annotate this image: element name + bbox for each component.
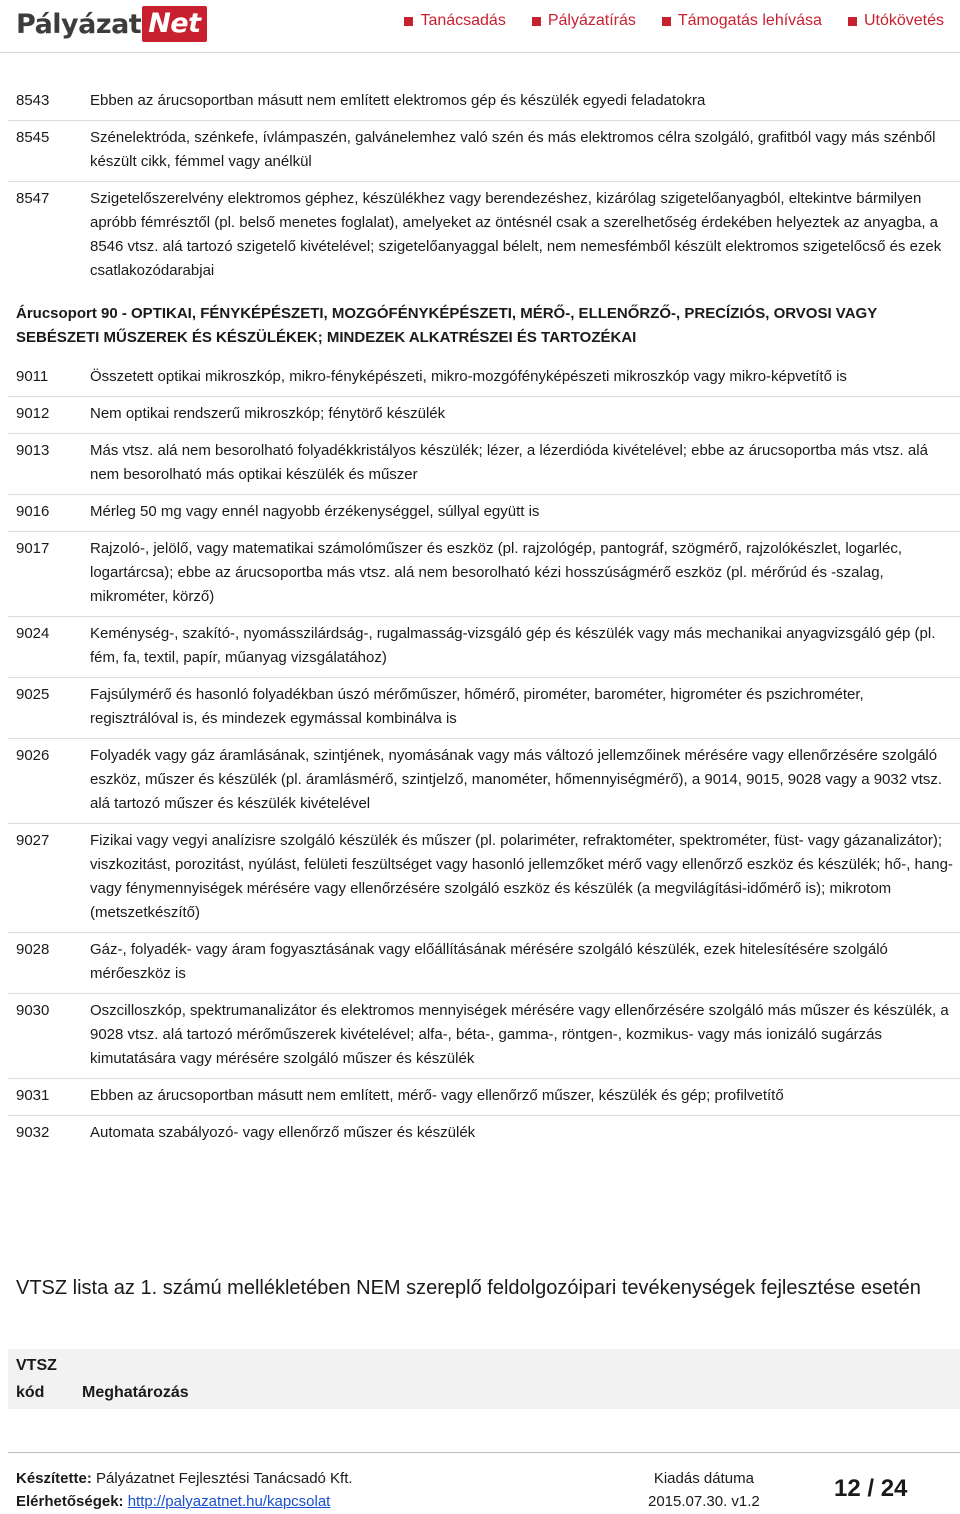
nav-item-utokovetes[interactable] <box>848 12 944 30</box>
vtsz-code: 9032 <box>16 1124 50 1141</box>
footer-contact <box>16 1490 353 1513</box>
contact-link[interactable]: http://palyazatnet.hu/kapcsolat <box>127 1493 331 1510</box>
table-row <box>8 824 960 933</box>
vtsz-list-heading: VTSZ lista az 1. számú mellékletében NEM szereplő feldolgozóipari tevékenységek fejlesztése esetén <box>16 1277 921 1299</box>
table-row <box>8 1079 960 1116</box>
vtsz-code: 9013 <box>16 442 50 459</box>
vtsz-description: Oszcilloszkóp, spektrumanalizátor és elektromos mennyiségek mérésére vagy ellenőrzésére szolgáló más műszer és készülék, a 9028 vtsz. alá tartozó mérőműszerek kivételével; alfa-, béta-, gamma-, röntgen-, kozmikus- vagy más ionizáló sugárzás kimutatására vagy mérésére szolgáló műszer és készülék <box>90 1002 949 1067</box>
vtsz-description: Keménység-, szakító-, nyomásszilárdság-, rugalmasság-vizsgáló gép és készülék vagy más mechanikai anyagvizsgáló gép (pl. fém, fa, textil, papír, műanyag vizsgálatához) <box>90 625 936 666</box>
footer-credits <box>16 1467 353 1513</box>
issue-value: 2015.07.30. v1.2 <box>648 1493 760 1510</box>
vtsz-description: Gáz-, folyadék- vagy áram fogyasztásának vagy előállításának mérésére szolgáló készülék, ezek hitelesítésére szolgáló mérőeszköz is <box>90 941 888 982</box>
vtsz-description: Összetett optikai mikroszkóp, mikro-fényképészeti, mikro-mozgófényképészeti mikroszkóp vagy mikro-képvetítő is <box>90 368 847 385</box>
vtsz-description: Ebben az árucsoportban másutt nem említett, mérő- vagy ellenőrző műszer, készülék és gép; profilvetítő <box>90 1087 784 1104</box>
vtsz-description: Szénelektróda, szénkefe, ívlámpaszén, galvánelemhez való szén és más elektromos célra szolgáló, grafitból vagy más szénből készült cikk, fémmel vagy anélkül <box>90 129 936 170</box>
vtsz-description: Nem optikai rendszerű mikroszkóp; fénytörő készülék <box>90 405 446 422</box>
table-row <box>8 495 960 532</box>
vtsz-description: Ebben az árucsoportban másutt nem említett elektromos gép és készülék egyedi feladatokra <box>90 92 706 109</box>
nav-item-tamogatas-lehivasa[interactable] <box>662 12 822 30</box>
bullet-square-icon <box>662 17 671 26</box>
table-row <box>8 739 960 824</box>
table-row <box>8 121 960 182</box>
table-row <box>8 532 960 617</box>
table-row <box>8 1116 960 1152</box>
made-by-value: Pályázatnet Fejlesztési Tanácsadó Kft. <box>91 1470 353 1487</box>
vtsz-description: Rajzoló-, jelölő, vagy matematikai számolóműszer és eszköz (pl. rajzológép, pantográf, szögmérő, rajzolókészlet, logarléc, logartárcsa); ebbe az árucsoportba más vtsz. alá nem besorolható kézi hosszúságmérő eszköz (pl. mérőrúd és -szalag, mikrométer, körző) <box>90 540 903 605</box>
table-row <box>8 994 960 1079</box>
contact-colon: : <box>118 1493 128 1510</box>
logo-text: Pályázat <box>16 8 142 40</box>
nav-label: Utókövetés <box>863 12 944 29</box>
vtsz-code: 8545 <box>16 129 50 146</box>
vtsz-code: 8543 <box>16 92 50 109</box>
bullet-square-icon <box>532 17 541 26</box>
footer-issue <box>648 1467 760 1513</box>
vtsz-code: 9027 <box>16 832 50 849</box>
vtsz-code: 9017 <box>16 540 50 557</box>
vtsz-code: 9031 <box>16 1087 50 1104</box>
vtsz-code: 8547 <box>16 190 50 207</box>
table-row <box>8 84 960 121</box>
bullet-square-icon <box>404 17 413 26</box>
contact-label: Elérhetőségek <box>16 1493 119 1510</box>
table-row <box>8 434 960 495</box>
vtsz-description: Szigetelőszerelvény elektromos géphez, készülékhez vagy berendezéshez, kizárólag szigetelőanyagból, eltekintve bármilyen apróbb fémrésztől (pl. belső menetes foglalat), amelyeket az öntésnél csak a szerelhetőség érdekében helyeztek az anyagba, a 8546 vtsz. alá tartozó szigetelő kivételével; szigetelőanyaggal bélelt, nem nemesfémből készült elektromos szigetelőcső és ezek csatlakozódarabjai <box>90 190 942 279</box>
logo-accent: Net <box>142 6 206 42</box>
page-header <box>0 0 960 53</box>
table-row <box>8 678 960 739</box>
vtsz-description: Automata szabályozó- vagy ellenőrző műszer és készülék <box>90 1124 476 1141</box>
page-number: 12 / 24 <box>834 1475 908 1502</box>
vtsz-code: 9024 <box>16 625 50 642</box>
vtsz-description: Fajsúlymérő és hasonló folyadékban úszó mérőműszer, hőmérő, pirométer, barométer, higrométer és pszichrométer, regisztrálóval is, és mindezek egymással kombinálva is <box>90 686 864 727</box>
vtsz-code: 9011 <box>16 368 49 385</box>
table-row <box>8 933 960 994</box>
vtsz-code: 9030 <box>16 1002 50 1019</box>
vtsz-code: 9012 <box>16 405 50 422</box>
nav-item-palyazatiras[interactable] <box>532 12 636 30</box>
vtsz-description: Fizikai vagy vegyi analízisre szolgáló készülék és műszer (pl. polariméter, refraktométer, spektrométer, füst- vagy gázanalizátor); viszkozitást, porozitást, nyúlást, felületi feszültséget vagy hasonló jellemzőket mérő vagy ellenőrző eszköz és készülék; hő-, hang- vagy fénymennyiségek mérésére vagy ellenőrzésére szolgáló eszköz és készülék (a megvilágítási-időmérő is); mikrotom (metszetkészítő) <box>90 832 953 921</box>
column-header-vtsz-kod: VTSZ kód <box>16 1357 57 1401</box>
vtsz-description: Mérleg 50 mg vagy ennél nagyobb érzékenységgel, súllyal együtt is <box>90 503 540 520</box>
vtsz-table-group85 <box>8 84 960 290</box>
vtsz-code: 9016 <box>16 503 50 520</box>
nav-label: Támogatás lehívása <box>677 12 822 29</box>
bullet-square-icon <box>848 17 857 26</box>
top-nav <box>404 12 944 30</box>
vtsz-code: 9025 <box>16 686 50 703</box>
column-header-meghatarozas: Meghatározás <box>82 1384 189 1401</box>
vtsz-code: 9026 <box>16 747 50 764</box>
vtsz-code: 9028 <box>16 941 50 958</box>
made-by-label: Készítette: <box>16 1470 92 1487</box>
footer-made-by <box>16 1467 353 1490</box>
table-row <box>8 182 960 290</box>
issue-label: Kiadás dátuma <box>653 1470 754 1487</box>
vtsz-description: Folyadék vagy gáz áramlásának, szintjének, nyomásának vagy más változó jellemzőinek mérésére vagy ellenőrzésére szolgáló eszköz, műszer és készülék (pl. áramlásmérő, szintjelző, manométer, hőmennyiségmérő), a 9014, 9015, 9028 vagy a 9032 vtsz. alá tartozó műszer és készülék kivételével <box>90 747 943 812</box>
palyazatnet-logo[interactable] <box>16 4 207 44</box>
vtsz-description: Más vtsz. alá nem besorolható folyadékkristályos készülék; lézer, a lézerdióda kivételével; ebbe az árucsoportba más vtsz. alá nem besorolható más optikai készülék és műszer <box>90 442 928 483</box>
table-row <box>8 397 960 434</box>
group-90-title: Árucsoport 90 - OPTIKAI, FÉNYKÉPÉSZETI, MOZGÓFÉNYKÉPÉSZETI, MÉRŐ-, ELLENŐRZŐ-, PRECÍZIÓS, ORVOSI VAGY SEBÉSZETI MŰSZEREK ÉS KÉSZÜLÉKEK; MINDEZEK ALKATRÉSZEI ÉS TARTOZÉKAI <box>16 305 877 346</box>
vtsz-table-group90 <box>8 360 960 1152</box>
page-footer <box>8 1452 960 1514</box>
table-row <box>8 360 960 397</box>
nav-item-tanacsadas[interactable] <box>404 12 505 30</box>
table-row <box>8 617 960 678</box>
vtsz-table-header <box>8 1349 960 1409</box>
nav-label: Tanácsadás <box>420 12 506 29</box>
nav-label: Pályázatírás <box>547 12 636 29</box>
